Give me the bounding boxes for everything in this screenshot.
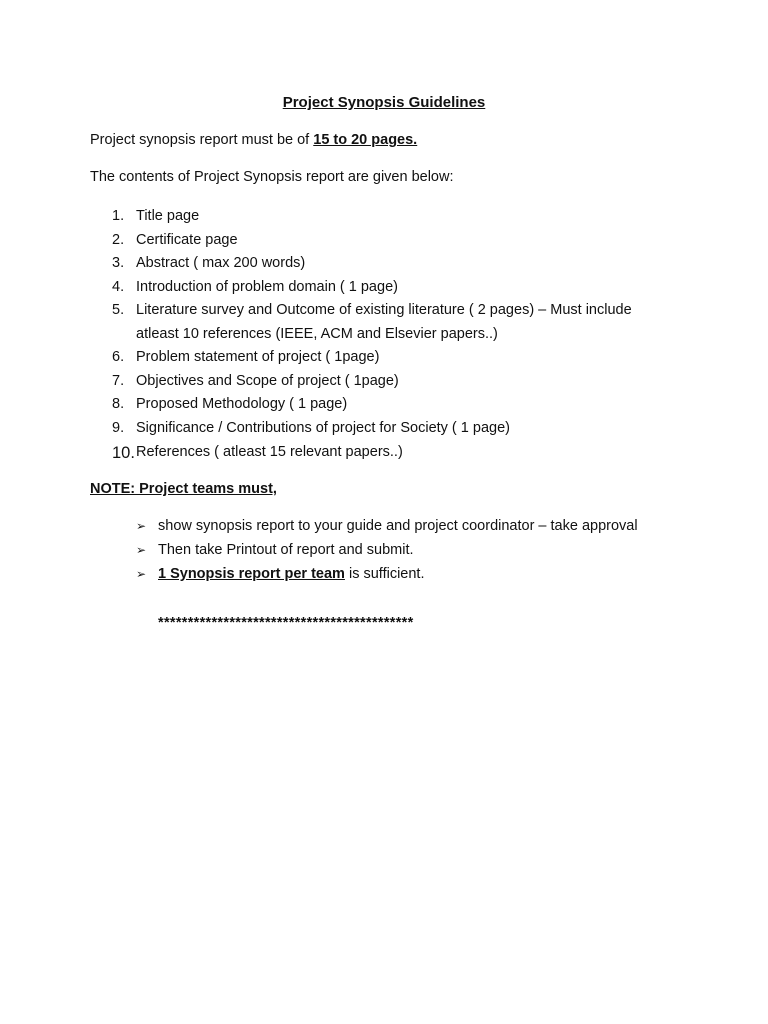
arrow-bullet-icon: ➢ bbox=[136, 566, 147, 581]
list-item-number: 4. bbox=[112, 278, 125, 295]
list-item bbox=[112, 440, 632, 465]
list-item bbox=[112, 276, 632, 300]
list-item-text: Objectives and Scope of project ( 1page) bbox=[136, 372, 399, 389]
list-item-number: 8. bbox=[112, 396, 125, 412]
list-item bbox=[112, 299, 632, 346]
list-item-text: Abstract ( max 200 words) bbox=[136, 255, 306, 271]
bullet-item bbox=[136, 563, 638, 587]
arrow-bullet-icon: ➢ bbox=[136, 519, 147, 533]
bullet-item bbox=[136, 539, 638, 563]
list-item-number: 5. bbox=[112, 302, 125, 318]
bullet-text: Then take Printout of report and submit. bbox=[158, 541, 414, 558]
list-item bbox=[112, 393, 632, 417]
list-item-text: Problem statement of project ( 1page) bbox=[136, 349, 380, 365]
list-item-text: Certificate page bbox=[136, 231, 238, 248]
list-item-text: References ( atleast 15 relevant papers..) bbox=[136, 444, 403, 460]
list-item bbox=[112, 252, 632, 276]
note-bullets bbox=[136, 515, 638, 586]
list-item-number: 2. bbox=[112, 231, 125, 248]
list-item-text-continued: atleast 10 references (IEEE, ACM and Elsevier papers..) bbox=[136, 325, 498, 342]
page-title: Project Synopsis Guidelines bbox=[282, 94, 486, 111]
requirement-text: Project synopsis report must be of bbox=[90, 132, 314, 148]
bullet-text: show synopsis report to your guide and project coordinator – take approval bbox=[158, 518, 638, 534]
page-length-requirement bbox=[90, 132, 417, 148]
list-item-text: Introduction of problem domain ( 1 page) bbox=[136, 278, 398, 295]
list-item-number: 7. bbox=[112, 372, 125, 389]
bullet-item bbox=[136, 515, 638, 539]
list-item-number: 6. bbox=[112, 349, 125, 365]
list-item-text: Proposed Methodology ( 1 page) bbox=[136, 396, 348, 412]
arrow-bullet-icon: ➢ bbox=[136, 542, 147, 557]
note-heading: NOTE: Project teams must, bbox=[90, 481, 277, 497]
contents-list bbox=[112, 205, 632, 465]
list-item bbox=[112, 346, 632, 370]
list-item-text: Literature survey and Outcome of existing literature ( 2 pages) – Must include bbox=[136, 302, 632, 318]
list-item-text: Title page bbox=[136, 208, 200, 224]
list-item-number: 1. bbox=[112, 208, 125, 224]
list-item-text: Significance / Contributions of project for Society ( 1 page) bbox=[136, 419, 510, 436]
list-item-number: 10. bbox=[112, 444, 135, 462]
bullet-emphasis: 1 Synopsis report per team bbox=[158, 565, 345, 582]
separator-line: ******************************************* bbox=[158, 615, 414, 631]
bullet-text: is sufficient. bbox=[344, 565, 425, 582]
contents-intro: The contents of Project Synopsis report are given below: bbox=[90, 169, 454, 185]
list-item bbox=[112, 370, 632, 394]
list-item-number: 9. bbox=[112, 419, 125, 436]
requirement-emphasis: 15 to 20 pages. bbox=[313, 132, 418, 148]
list-item bbox=[112, 229, 632, 253]
list-item bbox=[112, 205, 632, 229]
list-item-number: 3. bbox=[112, 255, 125, 271]
list-item bbox=[112, 417, 632, 441]
